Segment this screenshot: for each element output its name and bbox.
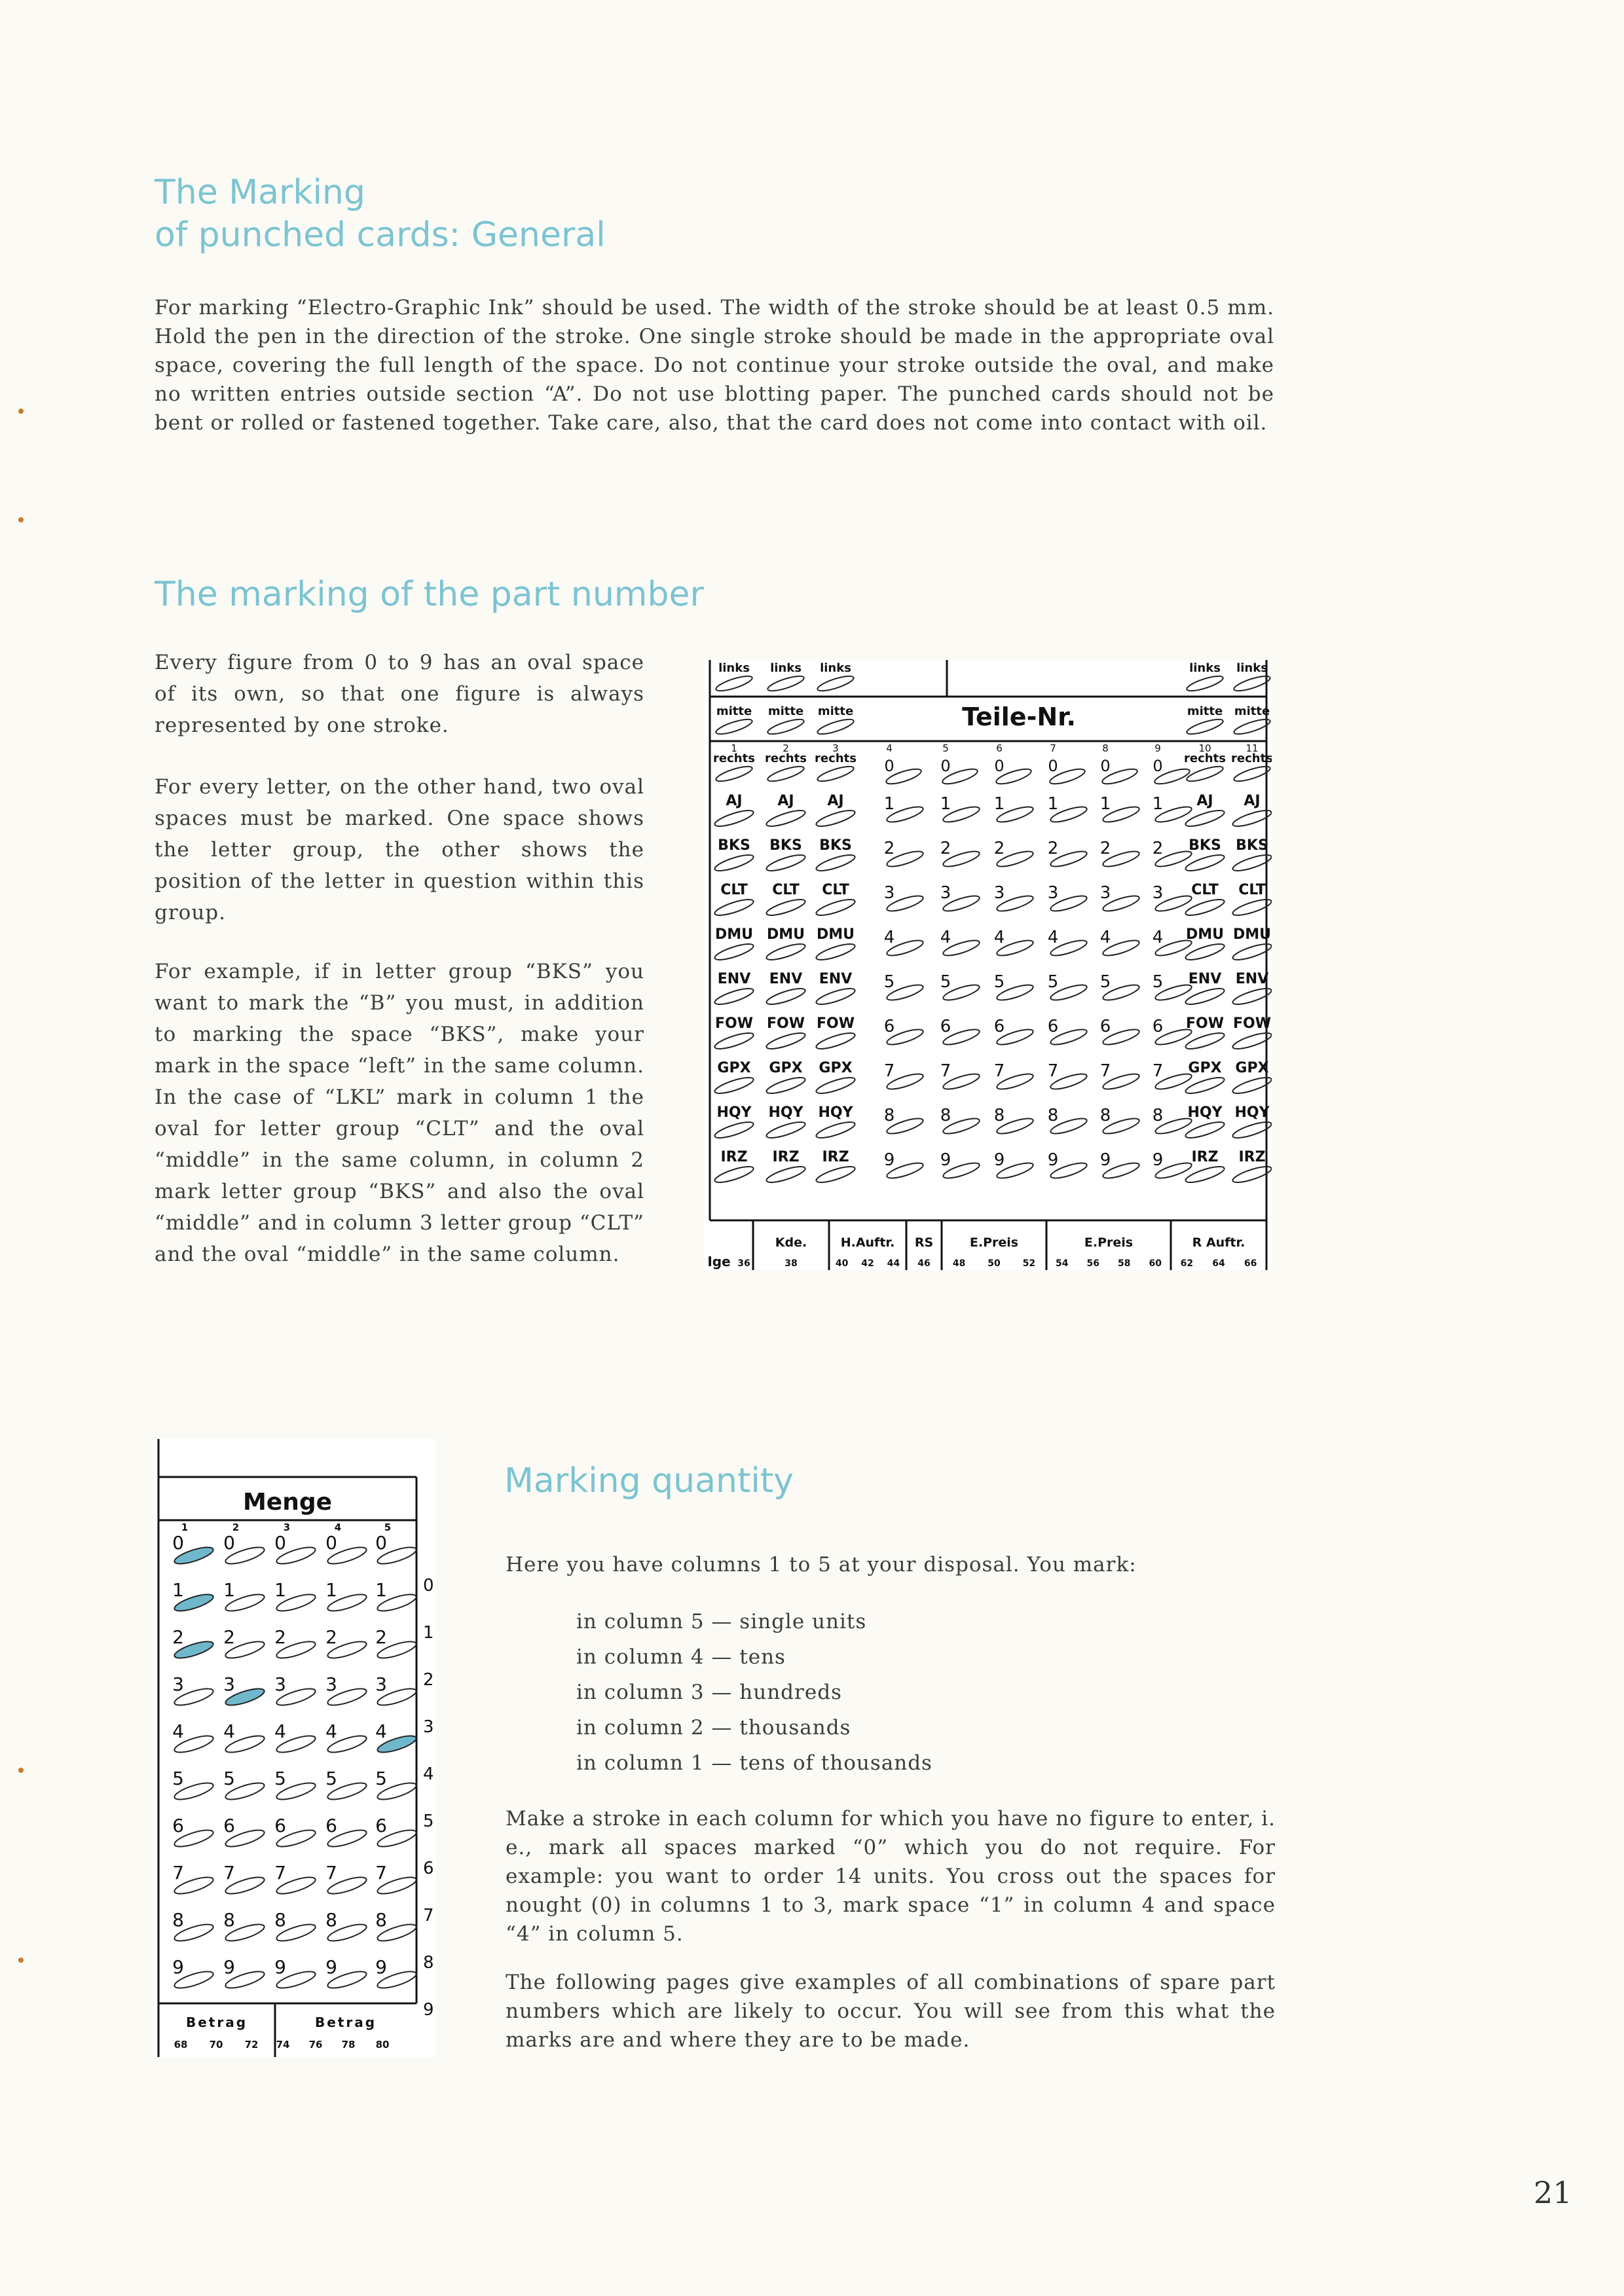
footer-number: 38	[784, 1258, 798, 1269]
digit-label: 6	[1047, 1017, 1059, 1036]
group-label: DMU	[1185, 926, 1225, 943]
footer-label: Kde.	[775, 1235, 807, 1250]
digit-label: 9	[883, 1150, 895, 1170]
group-label: BKS	[1236, 837, 1268, 854]
digit-label: 5	[325, 1768, 337, 1789]
digit-label: 4	[940, 928, 951, 947]
digit-label: 7	[1099, 1061, 1111, 1081]
digit-label: 0	[884, 757, 895, 775]
list-item: in column 5 — single units	[576, 1610, 867, 1633]
general-body-text: For marking “Electro-Graphic Ink” should be used. The width of the stroke should be at least 0.5 mm. Hold the pen in the direction of the stroke. One single stroke should be made in the appropriate oval space, covering the full length of the space. Do not continue your stroke outside the oval, and make no written entries outside section “A”. Do not use blotting paper. The punched cards should not be bent or rolled or fastened together. Take care, also, that the card does not come into contact with oil.	[155, 296, 1274, 435]
footer-number: 44	[887, 1258, 900, 1269]
mark-oval	[713, 807, 755, 829]
group-label: IRZ	[720, 1149, 748, 1165]
list-item: in column 2 — thousands	[576, 1716, 851, 1740]
mark-oval	[766, 716, 805, 737]
mark-oval	[1185, 716, 1224, 737]
group-label: FOW	[1186, 1015, 1224, 1032]
digit-label: 4	[993, 928, 1005, 947]
group-label: HQY	[818, 1104, 853, 1121]
digit-label: 2	[1047, 839, 1059, 858]
group-label: CLT	[720, 882, 748, 898]
group-label: AJ	[726, 793, 743, 809]
digit-label: 1	[223, 1579, 235, 1601]
digit-label: 1	[325, 1579, 337, 1601]
group-label: IRZ	[772, 1149, 800, 1165]
footer-number: 42	[861, 1258, 874, 1269]
footer-number: 56	[1086, 1258, 1099, 1269]
group-label: HQY	[1187, 1104, 1223, 1121]
footer-number: 50	[987, 1258, 1001, 1269]
digit-label: 2	[883, 839, 895, 858]
side-number: 1	[423, 1623, 434, 1643]
digit-label: 1	[993, 794, 1005, 814]
mark-oval	[766, 673, 805, 693]
footer-number: 64	[1212, 1258, 1225, 1269]
digit-label: 1	[172, 1579, 184, 1601]
digit-label: 8	[1152, 1106, 1164, 1125]
digit-label: 2	[172, 1626, 184, 1648]
digit-label: 4	[1152, 928, 1164, 947]
mark-oval	[765, 1074, 807, 1096]
digit-label: 3	[375, 1673, 387, 1695]
group-label: AJ	[1244, 793, 1261, 809]
column-number: 1	[731, 742, 737, 754]
digit-label: 1	[1152, 794, 1164, 814]
digit-label: 5	[940, 972, 951, 992]
digit-label: 7	[375, 1862, 387, 1884]
digit-label: 9	[274, 1956, 286, 1978]
group-label: IRZ	[822, 1149, 849, 1165]
title-line-2: of punched cards: General	[155, 215, 606, 255]
digit-label: 8	[940, 1106, 951, 1125]
group-label: BKS	[819, 837, 852, 854]
part-card-graphic	[705, 660, 1272, 1270]
group-label: BKS	[769, 837, 802, 854]
list-item: in column 4 — tens	[576, 1645, 786, 1669]
group-label: HQY	[1234, 1104, 1270, 1121]
side-number: 8	[423, 1953, 434, 1973]
footer-label: Betrag	[314, 2014, 377, 2030]
digit-label: 2	[223, 1626, 235, 1648]
group-label: GPX	[819, 1060, 853, 1076]
digit-label: 7	[223, 1862, 235, 1884]
part-number-para-3: For example, if in letter group “BKS” you want to mark the “B” you must, in addition to marking the space “BKS”, make your mark in the space “left” in the same column. In the case of “LKL” mark in column 1 the oval for letter group “CLT” and the oval “middle” in the same column, in column 2 mark letter group “BKS” and also the oval “middle” and in column 3 letter group “CLT” and the oval “middle” in the same column.	[155, 960, 644, 1266]
digit-label: 6	[274, 1815, 286, 1836]
footer-number: 66	[1244, 1258, 1257, 1269]
digit-label: 7	[274, 1862, 286, 1884]
digit-label: 3	[940, 883, 951, 903]
digit-label: 4	[883, 928, 895, 947]
side-number: 5	[423, 1812, 434, 1831]
footer-number: 60	[1149, 1258, 1162, 1269]
card-label: links	[1236, 661, 1268, 675]
card-label: links	[770, 661, 802, 675]
group-label: FOW	[1233, 1015, 1271, 1032]
digit-label: 6	[883, 1017, 895, 1036]
mark-oval	[815, 1030, 857, 1051]
footer-number: 76	[308, 2039, 323, 2050]
digit-label: 4	[375, 1721, 387, 1742]
footer-label: Ige	[707, 1254, 731, 1269]
group-label: GPX	[1188, 1060, 1222, 1076]
part-number-para-1: Every figure from 0 to 9 has an oval space of its own, so that one figure is always represented by one stroke.	[155, 651, 644, 737]
digit-label: 3	[1152, 883, 1164, 903]
mark-oval	[815, 1163, 857, 1185]
list-item: in column 1 — tens of thousands	[576, 1751, 932, 1775]
card-label: rechts	[815, 752, 857, 765]
mark-oval	[815, 896, 857, 918]
quantity-intro: Here you have columns 1 to 5 at your disposal. You mark:	[506, 1553, 1137, 1576]
digit-label: 9	[993, 1150, 1005, 1170]
binder-hole-mark	[18, 409, 24, 414]
part-number-para-2: For every letter, on the other hand, two oval spaces must be marked. One space shows the letter group, the other shows the position of the letter in question within this group.	[155, 775, 644, 924]
footer-number: 48	[952, 1258, 966, 1269]
side-number: 9	[423, 2000, 434, 2020]
digit-label: 0	[1153, 757, 1163, 775]
column-number: 3	[832, 742, 839, 754]
part-number-header: Teile-Nr.	[962, 702, 1076, 731]
digit-label: 3	[325, 1673, 337, 1695]
footer-number: 36	[737, 1258, 750, 1269]
card-label: rechts	[1231, 752, 1272, 765]
digit-label: 0	[274, 1532, 286, 1554]
list-item: in column 3 — hundreds	[576, 1681, 842, 1704]
footer-number: 40	[835, 1258, 849, 1269]
side-number: 2	[423, 1670, 434, 1690]
card-label: mitte	[1234, 704, 1270, 718]
footer-label: E.Preis	[969, 1235, 1019, 1250]
digit-label: 8	[883, 1106, 895, 1125]
column-number: 10	[1198, 742, 1211, 754]
column-number: 7	[1050, 742, 1056, 754]
side-number: 3	[423, 1717, 434, 1737]
group-label: GPX	[1235, 1060, 1269, 1076]
card-label: rechts	[1184, 752, 1226, 765]
group-label: FOW	[715, 1015, 753, 1032]
mark-oval	[713, 985, 755, 1007]
side-number: 0	[423, 1576, 434, 1595]
quantity-column-list	[576, 1604, 932, 1781]
mark-oval	[714, 716, 753, 737]
footer-number: 74	[276, 2039, 290, 2050]
mark-oval	[815, 852, 857, 873]
column-number: 2	[783, 742, 789, 754]
digit-label: 8	[274, 1909, 286, 1931]
digit-label: 2	[1152, 839, 1164, 858]
digit-label: 0	[1048, 757, 1058, 775]
quantity-para-2: The following pages give examples of all combinations of spare part numbers which are likely to occur. You will see from this what the marks are and where they are to be made.	[506, 1971, 1276, 2052]
digit-label: 9	[1047, 1150, 1059, 1170]
digit-label: 1	[883, 794, 895, 814]
group-label: BKS	[718, 837, 750, 854]
mark-oval	[713, 1074, 755, 1096]
mark-oval	[815, 985, 857, 1007]
footer-number: 80	[375, 2039, 390, 2050]
group-label: CLT	[1238, 882, 1266, 898]
digit-label: 1	[1047, 794, 1059, 814]
group-label: ENV	[769, 971, 803, 987]
footer-number: 46	[917, 1258, 931, 1269]
digit-label: 0	[940, 757, 951, 775]
group-label: IRZ	[1238, 1149, 1266, 1165]
title-line-1: The Marking	[155, 173, 365, 212]
digit-label: 7	[940, 1061, 951, 1081]
digit-label: 5	[993, 972, 1005, 992]
digit-label: 6	[375, 1815, 387, 1836]
digit-label: 4	[223, 1721, 235, 1742]
digit-label: 6	[1099, 1017, 1111, 1036]
digit-label: 8	[223, 1909, 235, 1931]
digit-label: 3	[274, 1673, 286, 1695]
digit-label: 9	[375, 1956, 387, 1978]
card-label: mitte	[817, 704, 854, 718]
digit-label: 6	[223, 1815, 235, 1836]
digit-label: 9	[172, 1956, 184, 1978]
column-number: 1	[181, 1522, 189, 1533]
mark-oval	[713, 941, 755, 962]
mark-oval	[815, 941, 857, 962]
mark-oval	[816, 716, 855, 737]
digit-label: 2	[325, 1626, 337, 1648]
column-number: 11	[1246, 742, 1259, 754]
mark-oval	[765, 1030, 807, 1051]
column-number: 6	[996, 742, 1003, 754]
digit-label: 0	[172, 1532, 184, 1554]
digit-label: 5	[274, 1768, 286, 1789]
mark-oval	[713, 1119, 755, 1140]
group-label: HQY	[768, 1104, 803, 1121]
card-label: mitte	[1187, 704, 1223, 718]
digit-label: 3	[883, 883, 895, 903]
footer-number: 70	[209, 2039, 223, 2050]
quantity-para-1: Make a stroke in each column for which you have no figure to enter, i. e., mark all spaces marked “0” which you do not require. For example: you want to order 14 units. You cross out the spaces for nought (0) in columns 1 to 3, mark space “1” in column 4 and space “4” in column 5.	[506, 1807, 1276, 1946]
digit-label: 7	[1152, 1061, 1164, 1081]
group-label: DMU	[1232, 926, 1272, 943]
digit-label: 3	[172, 1673, 184, 1695]
digit-label: 1	[274, 1579, 286, 1601]
digit-label: 8	[1047, 1106, 1059, 1125]
group-label: CLT	[1191, 882, 1219, 898]
digit-label: 6	[1152, 1017, 1164, 1036]
digit-label: 3	[1047, 883, 1059, 903]
digit-label: 1	[1099, 794, 1111, 814]
digit-label: 2	[940, 839, 951, 858]
group-label: HQY	[716, 1104, 752, 1121]
digit-label: 5	[1152, 972, 1164, 992]
digit-label: 8	[172, 1909, 184, 1931]
mark-oval	[765, 896, 807, 918]
footer-number: 68	[174, 2039, 188, 2050]
footer-label: E.Preis	[1084, 1235, 1134, 1250]
digit-label: 1	[375, 1579, 387, 1601]
column-number: 8	[1102, 742, 1109, 754]
group-label: DMU	[816, 926, 855, 943]
group-label: ENV	[819, 971, 853, 987]
card-label: mitte	[716, 704, 752, 718]
mark-oval	[1185, 673, 1224, 693]
section-title-quantity: Marking quantity	[504, 1461, 794, 1501]
mark-oval	[765, 852, 807, 873]
mark-oval	[713, 852, 755, 873]
side-number: 6	[423, 1859, 434, 1878]
digit-label: 7	[1047, 1061, 1059, 1081]
mark-oval	[765, 1163, 807, 1185]
digit-label: 3	[1099, 883, 1111, 903]
digit-label: 9	[940, 1150, 951, 1170]
page-number: 21	[1534, 2175, 1572, 2210]
digit-label: 3	[223, 1673, 235, 1695]
footer-label: RS	[914, 1235, 934, 1250]
digit-label: 9	[1099, 1150, 1111, 1170]
footer-number: 62	[1180, 1258, 1194, 1269]
column-number: 4	[334, 1522, 342, 1533]
group-label: FOW	[767, 1015, 805, 1032]
digit-label: 8	[375, 1909, 387, 1931]
digit-label: 4	[274, 1721, 286, 1742]
group-label: GPX	[717, 1060, 751, 1076]
group-label: GPX	[769, 1060, 803, 1076]
footer-number: 58	[1118, 1258, 1131, 1269]
group-label: DMU	[766, 926, 805, 943]
digit-label: 4	[325, 1721, 337, 1742]
card-label: mitte	[767, 704, 804, 718]
mark-oval	[765, 941, 807, 962]
group-label: IRZ	[1191, 1149, 1219, 1165]
quantity-header: Menge	[242, 1489, 333, 1516]
footer-label: Betrag	[185, 2014, 248, 2030]
digit-label: 5	[375, 1768, 387, 1789]
digit-label: 2	[375, 1626, 387, 1648]
mark-oval	[815, 1074, 857, 1096]
digit-label: 8	[1099, 1106, 1111, 1125]
digit-label: 4	[1099, 928, 1111, 947]
group-label: AJ	[777, 793, 794, 809]
digit-label: 5	[172, 1768, 184, 1789]
digit-label: 7	[993, 1061, 1005, 1081]
card-label: links	[820, 661, 851, 675]
digit-label: 5	[1099, 972, 1111, 992]
group-label: AJ	[827, 793, 844, 809]
column-number: 5	[942, 742, 949, 754]
column-number: 9	[1154, 742, 1161, 754]
group-label: ENV	[1188, 971, 1222, 987]
footer-number: 72	[244, 2039, 259, 2050]
mark-oval	[815, 1119, 857, 1140]
group-label: ENV	[1235, 971, 1269, 987]
mark-oval	[765, 807, 807, 829]
digit-label: 6	[940, 1017, 951, 1036]
digit-label: 8	[993, 1106, 1005, 1125]
column-number: 2	[232, 1522, 240, 1533]
group-label: DMU	[714, 926, 754, 943]
digit-label: 5	[883, 972, 895, 992]
digit-label: 0	[325, 1532, 337, 1554]
group-label: BKS	[1189, 837, 1221, 854]
binder-hole-mark	[18, 1958, 24, 1963]
digit-label: 6	[325, 1815, 337, 1836]
digit-label: 0	[994, 757, 1005, 775]
group-label: FOW	[817, 1015, 855, 1032]
footer-number: 78	[341, 2039, 356, 2050]
column-number: 3	[283, 1522, 291, 1533]
digit-label: 4	[1047, 928, 1059, 947]
digit-label: 0	[375, 1532, 387, 1554]
quantity-punch-card	[155, 1439, 436, 2057]
mark-oval	[765, 1119, 807, 1140]
digit-label: 5	[1047, 972, 1059, 992]
digit-label: 8	[325, 1909, 337, 1931]
digit-label: 7	[172, 1862, 184, 1884]
card-label: links	[1189, 661, 1221, 675]
digit-label: 3	[993, 883, 1005, 903]
mark-oval	[713, 896, 755, 918]
digit-label: 6	[993, 1017, 1005, 1036]
quantity-card-graphic	[155, 1439, 436, 2057]
digit-label: 0	[1100, 757, 1111, 775]
mark-oval	[1185, 763, 1224, 784]
group-label: CLT	[772, 882, 800, 898]
mark-oval	[816, 763, 855, 784]
side-number: 4	[423, 1764, 434, 1784]
mark-oval	[713, 1163, 755, 1185]
group-label: AJ	[1196, 793, 1213, 809]
digit-label: 5	[223, 1768, 235, 1789]
mark-oval	[816, 673, 855, 693]
digit-label: 4	[172, 1721, 184, 1742]
digit-label: 2	[993, 839, 1005, 858]
digit-label: 7	[883, 1061, 895, 1081]
digit-label: 9	[1152, 1150, 1164, 1170]
digit-label: 6	[172, 1815, 184, 1836]
card-label: links	[718, 661, 750, 675]
mark-oval	[815, 807, 857, 829]
mark-oval	[714, 763, 753, 784]
digit-label: 9	[223, 1956, 235, 1978]
group-label: ENV	[717, 971, 751, 987]
footer-number: 52	[1022, 1258, 1036, 1269]
digit-label: 7	[325, 1862, 337, 1884]
binder-hole-mark	[18, 1768, 24, 1773]
digit-label: 2	[1099, 839, 1111, 858]
digit-label: 0	[223, 1532, 235, 1554]
footer-number: 54	[1056, 1258, 1069, 1269]
section-title-part-number: The marking of the part number	[155, 575, 704, 614]
digit-label: 9	[325, 1956, 337, 1978]
column-number: 5	[384, 1522, 392, 1533]
mark-oval	[766, 763, 805, 784]
side-number: 7	[423, 1906, 434, 1925]
card-label: rechts	[713, 752, 755, 765]
group-label: CLT	[822, 882, 849, 898]
column-number: 4	[886, 742, 893, 754]
footer-label: H.Auftr.	[840, 1235, 895, 1250]
digit-label: 2	[274, 1626, 286, 1648]
binder-hole-mark	[18, 517, 24, 522]
mark-oval	[765, 985, 807, 1007]
digit-label: 1	[940, 794, 951, 814]
footer-label: R Auftr.	[1192, 1235, 1246, 1250]
mark-oval	[713, 1030, 755, 1051]
card-label: rechts	[765, 752, 807, 765]
part-number-punch-card	[705, 660, 1272, 1270]
mark-oval	[714, 673, 753, 693]
section-title-general	[155, 172, 606, 257]
